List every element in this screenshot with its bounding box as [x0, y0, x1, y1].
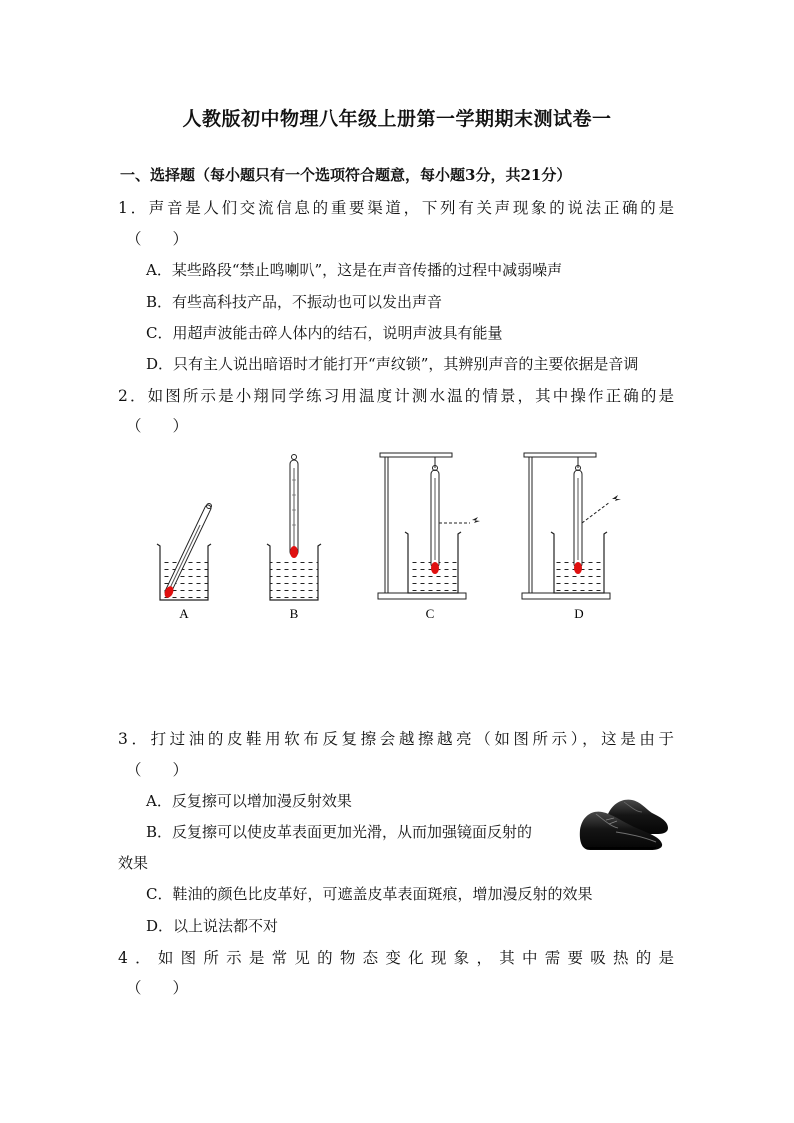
setup-b	[267, 455, 321, 601]
eye-icon	[472, 517, 480, 523]
setup-d	[522, 453, 621, 599]
question-3-stem	[118, 727, 674, 749]
question-1-stem	[118, 196, 674, 218]
question-1-option-a: A．某些路段“禁止鸣喇叭”，这是在声音传播的过程中减弱噪声	[146, 261, 563, 279]
question-3-option-b: B．反复擦可以使皮革表面更加光滑，从而加强镜面反射的	[146, 823, 533, 841]
question-1-option-d: D．只有主人说出暗语时才能打开“声纹锁”，其辨别声音的主要依据是音调	[146, 355, 639, 373]
question-4-stem	[118, 946, 674, 968]
question-3-option-b-continued: 效果	[118, 854, 149, 872]
question-1-text: 声音是人们交流信息的重要渠道，下列有关声现象的说法正确的是	[148, 199, 674, 217]
question-3-option-c: C．鞋油的颜色比皮革好，可遮盖皮革表面斑痕，增加漫反射的效果	[146, 885, 593, 903]
figure-label-c: C	[425, 606, 435, 621]
question-3-answer-paren: （ ）	[126, 761, 189, 779]
leather-shoe-icon	[576, 790, 672, 858]
thermometer-icon	[290, 455, 298, 559]
page-title: 人教版初中物理八年级上册第一学期期末测试卷一	[182, 108, 612, 130]
setup-a	[157, 504, 212, 601]
question-3-number: 3．	[118, 730, 151, 748]
question-2-text: 如图所示是小翔同学练习用温度计测水温的情景，其中操作正确的是	[147, 387, 674, 405]
beaker-b-water	[270, 560, 318, 600]
question-3-option-a: A．反复擦可以增加漫反射效果	[146, 792, 352, 810]
question-1-option-b: B．有些高科技产品，不振动也可以发出声音	[146, 293, 443, 311]
thermometer-icon	[574, 466, 582, 575]
question-4-number: 4．	[118, 949, 158, 967]
question-2-number: 2．	[118, 387, 148, 405]
figure-label-a: A	[179, 606, 189, 621]
setup-c	[378, 453, 480, 599]
section-heading: 一、选择题（每小题只有一个选项符合题意，每小题3分，共21分）	[120, 166, 572, 184]
question-1-answer-paren: （ ）	[126, 230, 189, 248]
question-3-option-d: D．以上说法都不对	[146, 917, 279, 935]
question-1-option-c: C．用超声波能击碎人体内的结石，说明声波具有能量	[146, 324, 503, 342]
question-3-text: 打过油的皮鞋用软布反复擦会越擦越亮（如图所示），这是由于	[150, 730, 674, 748]
eye-icon	[612, 495, 621, 501]
question-1-number: 1．	[118, 199, 149, 217]
thermometer-figure	[140, 440, 640, 630]
question-4-answer-paren: （ ）	[126, 979, 189, 997]
figure-label-d: D	[574, 606, 584, 621]
question-2-answer-paren: （ ）	[126, 417, 189, 435]
thermometer-icon	[431, 466, 439, 575]
figure-label-b: B	[289, 606, 299, 621]
question-2-stem	[118, 384, 674, 406]
question-4-text: 如图所示是常见的物态变化现象，其中需要吸热的是	[157, 949, 674, 967]
